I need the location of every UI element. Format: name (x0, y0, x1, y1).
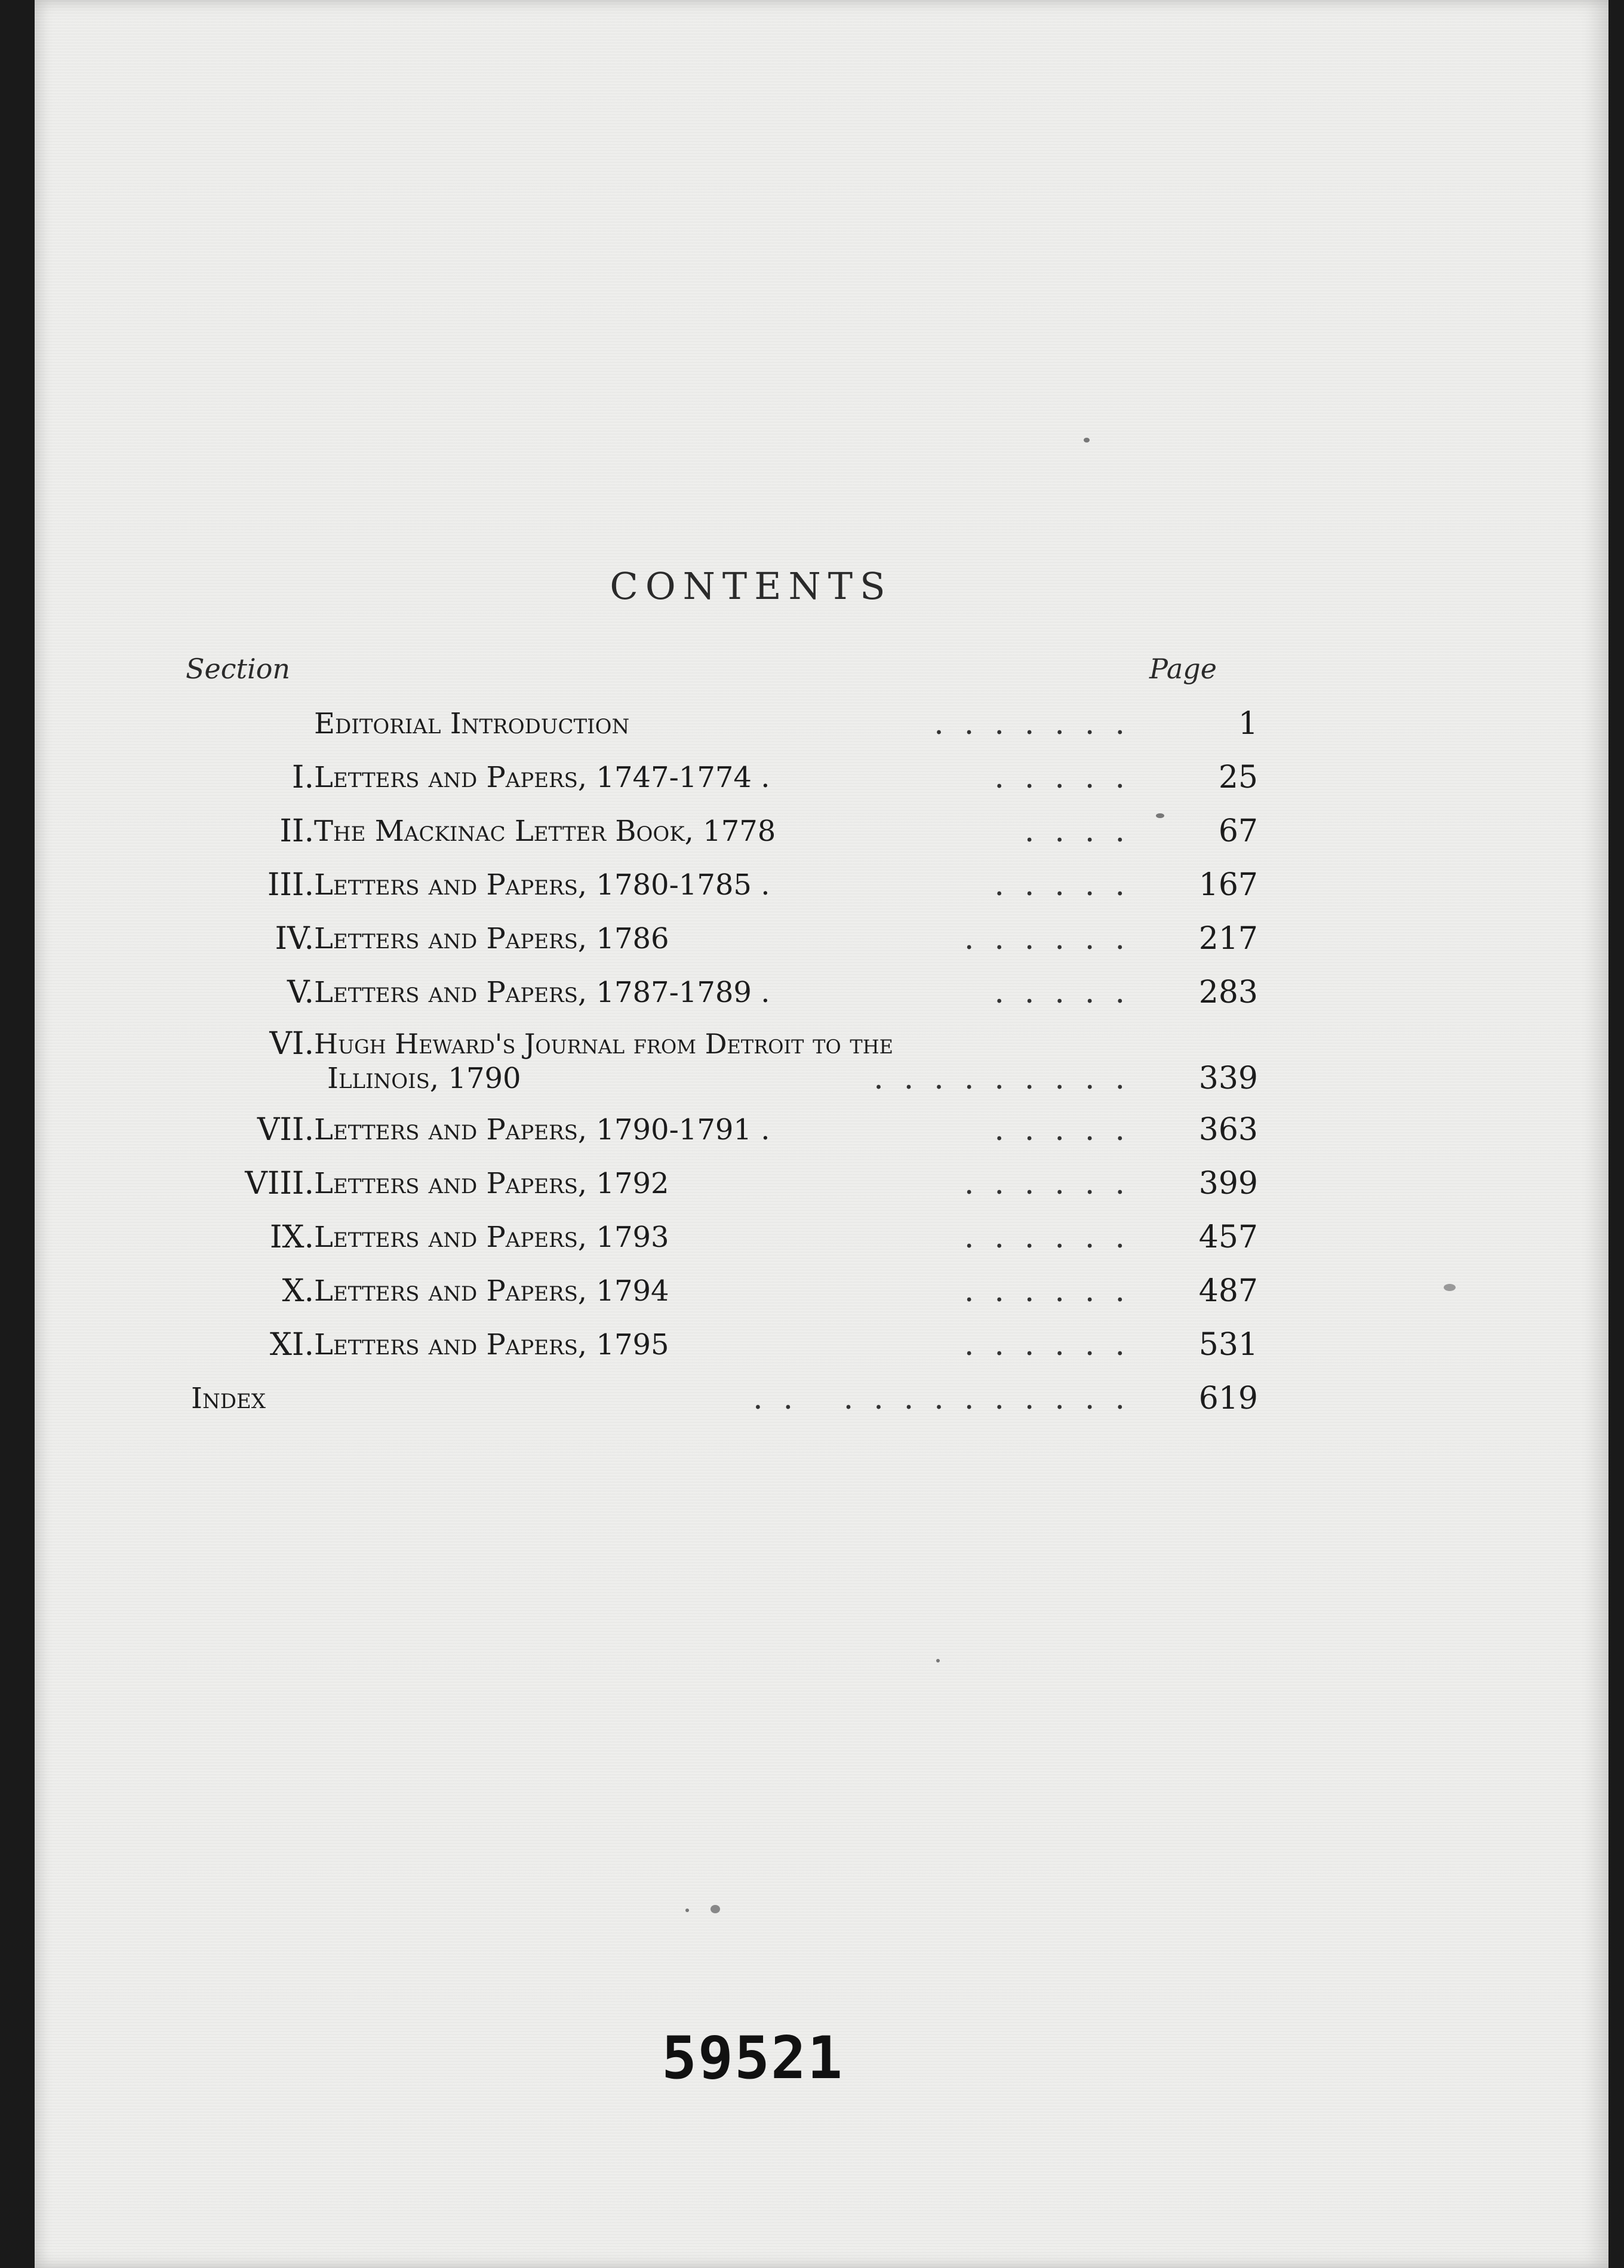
toc-entry-title: Letters and Papers, 1787-1789 . (314, 976, 770, 1009)
toc-entry-page: 217 (1198, 921, 1258, 957)
toc-entry-page: 339 (1198, 1061, 1258, 1096)
toc-entry-title: Hugh Heward's Journal from Detroit to the (314, 1028, 893, 1060)
toc-entry-index (35, 1375, 1608, 1422)
toc-entry (35, 969, 1608, 1016)
toc-entry-page: 363 (1198, 1112, 1258, 1148)
toc-entry-number: IV. (275, 921, 314, 957)
toc-entry (35, 1106, 1608, 1154)
toc-entry-title: The Mackinac Letter Book, 1778 (314, 815, 776, 848)
toc-entry-page: 619 (1198, 1381, 1258, 1416)
toc-entry-page: 1 (1238, 706, 1258, 742)
toc-entry-number: II. (279, 813, 314, 849)
toc-entry-page: 283 (1198, 975, 1258, 1010)
toc-entry (35, 1160, 1608, 1207)
document-page (35, 0, 1608, 2268)
toc-entry-continuation (35, 1055, 1608, 1102)
toc-entry-page: 167 (1198, 867, 1258, 903)
toc-entry-title: Letters and Papers, 1747-1774 . (314, 761, 770, 794)
toc-entry (35, 915, 1608, 963)
toc-entry (35, 1321, 1608, 1369)
scan-speck (1084, 438, 1090, 442)
toc-entry-title: Letters and Papers, 1792 (314, 1167, 669, 1200)
toc-entry-title: Letters and Papers, 1794 (314, 1274, 669, 1308)
toc-leader-dots: ...... (964, 1166, 1145, 1201)
toc-entry-title-line2: Illinois, 1790 (327, 1062, 521, 1095)
accession-stamp: 59521 (662, 2024, 844, 2092)
toc-entry-title: Letters and Papers, 1790-1791 . (314, 1113, 770, 1147)
toc-entry-page: 67 (1218, 813, 1258, 849)
toc-entry-page: 531 (1198, 1327, 1258, 1363)
toc-leader-dots: ..... (994, 975, 1145, 1010)
toc-entry-number: VII. (257, 1112, 314, 1148)
toc-entry-title: Letters and Papers, 1780-1785 . (314, 868, 770, 902)
scan-speck (685, 1909, 689, 1912)
toc-entry (35, 807, 1608, 855)
toc-entry-title: Letters and Papers, 1793 (314, 1221, 669, 1254)
toc-entry-page: 399 (1198, 1166, 1258, 1201)
scan-speck (1444, 1284, 1456, 1291)
toc-entry-number: V. (287, 975, 314, 1010)
toc-entry-page: 25 (1218, 760, 1258, 795)
page-column-header: Page (1149, 653, 1217, 685)
toc-leader-dots: ..... (994, 1112, 1145, 1148)
toc-entry-title: Editorial Introduction (314, 707, 630, 740)
toc-leader-dots: .. .......... (753, 1381, 1145, 1416)
toc-entry-number: Index (191, 1382, 266, 1415)
toc-leader-dots: ...... (964, 1219, 1145, 1255)
toc-entry (35, 700, 1608, 748)
toc-entry (35, 861, 1608, 909)
toc-leader-dots: ...... (964, 921, 1145, 957)
toc-entry-number: X. (282, 1273, 314, 1309)
toc-entry-number: VIII. (245, 1166, 314, 1201)
toc-leader-dots: ....... (934, 706, 1145, 742)
scan-speck (710, 1905, 720, 1913)
toc-leader-dots: ...... (964, 1273, 1145, 1309)
toc-entry-page: 457 (1198, 1219, 1258, 1255)
toc-entry-number: VI. (269, 1026, 314, 1062)
toc-entry (35, 1213, 1608, 1261)
toc-entry (35, 1267, 1608, 1315)
scan-speck (1156, 813, 1164, 818)
toc-entry-number: XI. (269, 1327, 314, 1363)
toc-entry-page: 487 (1198, 1273, 1258, 1309)
toc-leader-dots: ..... (994, 760, 1145, 795)
toc-entry (35, 754, 1608, 801)
scan-speck (936, 1659, 940, 1662)
toc-entry-number: I. (291, 760, 314, 795)
toc-leader-dots: ...... (964, 1327, 1145, 1363)
section-column-header: Section (186, 653, 291, 685)
toc-leader-dots: .... (1024, 813, 1145, 849)
toc-entry-number: III. (267, 867, 314, 903)
toc-leader-dots: ......... (873, 1061, 1145, 1096)
toc-entry-number: IX. (269, 1219, 314, 1255)
toc-leader-dots: ..... (994, 867, 1145, 903)
page-title: CONTENTS (610, 564, 893, 608)
toc-entry-title: Letters and Papers, 1795 (314, 1328, 669, 1362)
toc-entry-title: Letters and Papers, 1786 (314, 922, 669, 955)
